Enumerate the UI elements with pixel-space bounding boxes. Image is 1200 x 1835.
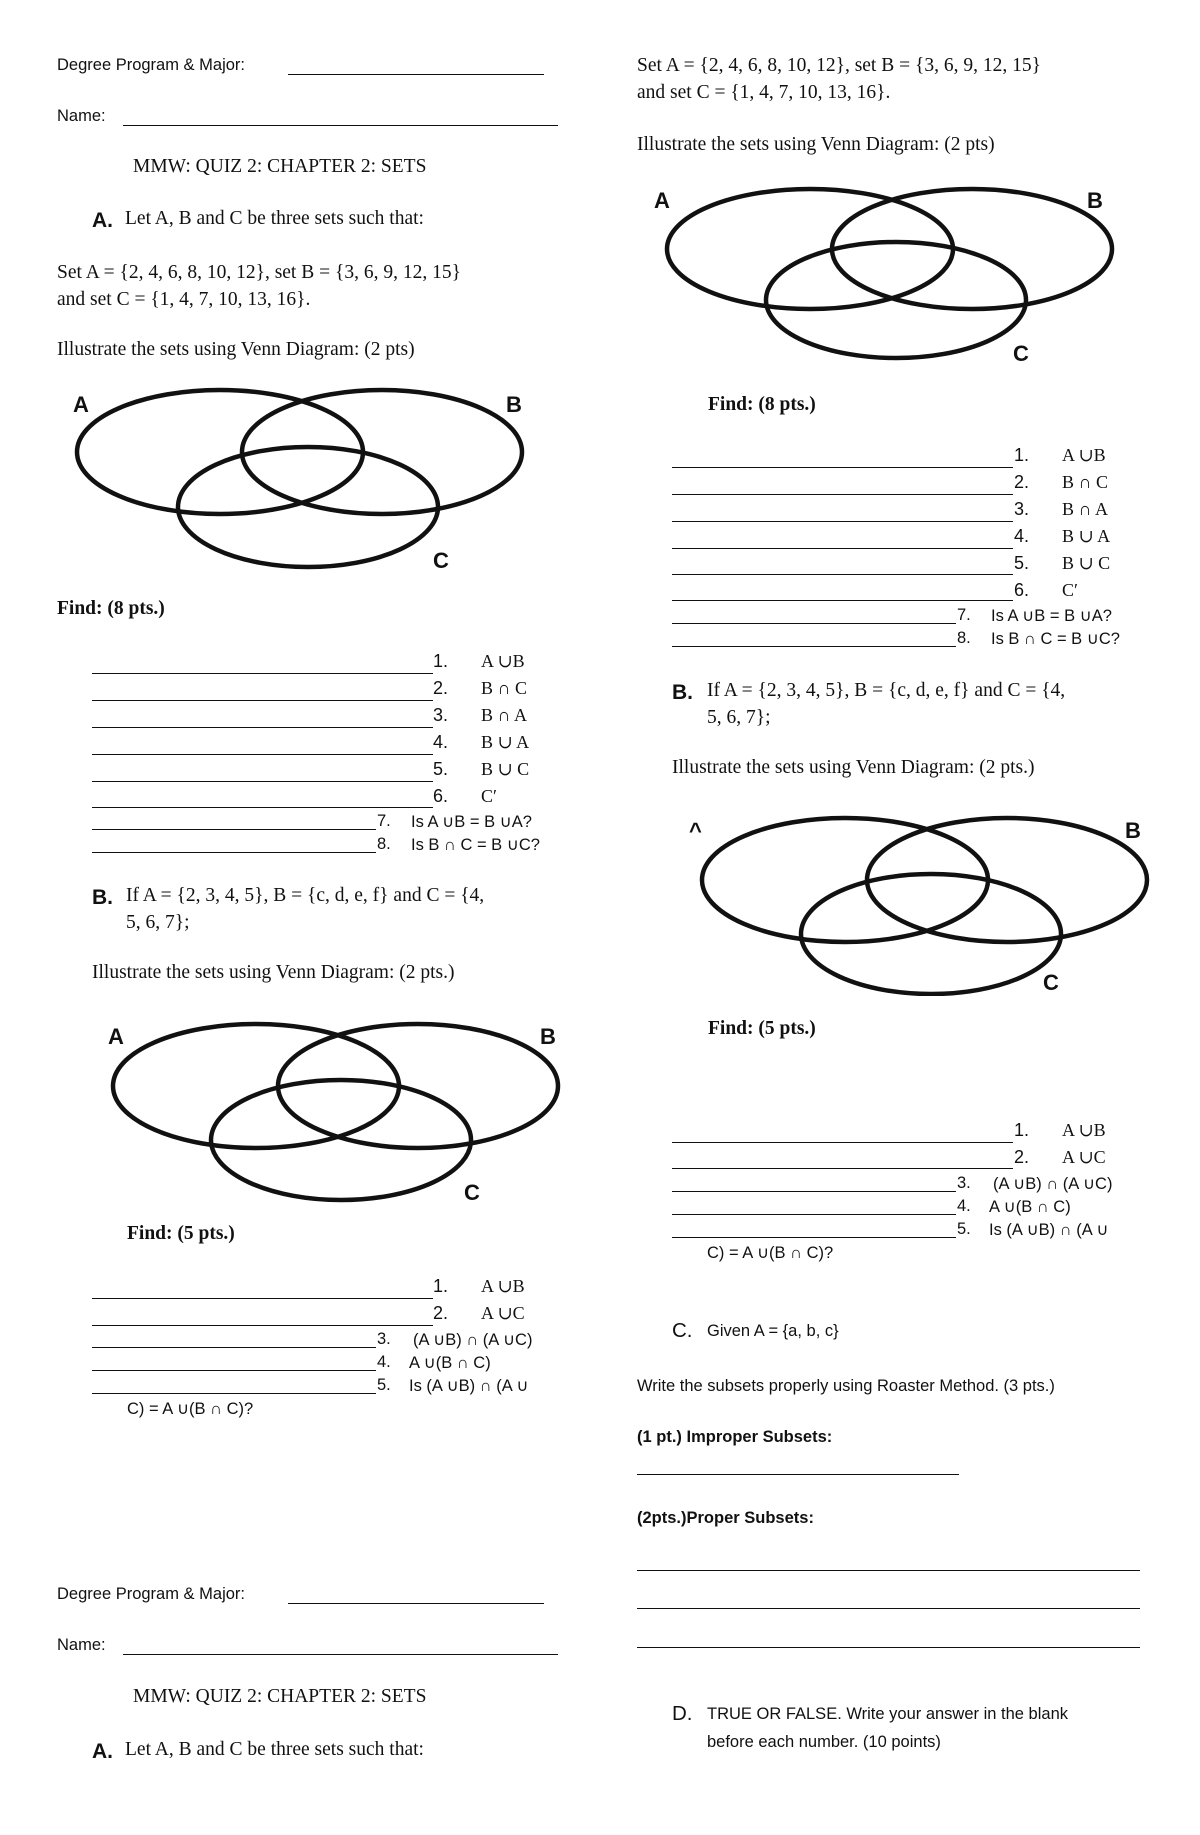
item-expression: A ∪C — [481, 1303, 525, 1323]
answer-blank[interactable] — [672, 574, 1013, 575]
answer-blank[interactable] — [672, 646, 956, 647]
item-expression: B ∩ A — [1062, 499, 1109, 519]
answer-blank[interactable] — [672, 600, 1013, 601]
item-number: 5. — [377, 1376, 391, 1394]
item-number: 7. — [377, 812, 391, 830]
venn-label-c: C — [1043, 970, 1059, 995]
venn-circle-b — [242, 390, 522, 514]
item-expression: B ∪ C — [1062, 553, 1111, 573]
answer-blank[interactable] — [92, 673, 433, 674]
section-a-letter: A. — [92, 209, 113, 232]
answer-blank[interactable] — [672, 467, 1013, 468]
name-label: Name: — [57, 107, 106, 125]
answer-blank[interactable] — [672, 1168, 1013, 1169]
answer-blank[interactable] — [672, 1191, 956, 1192]
section-a-find: Find: (8 pts.) — [708, 394, 816, 415]
section-a-sets-line2: and set C = {1, 4, 7, 10, 13, 16}. — [637, 82, 891, 103]
section-a-letter: A. — [92, 1740, 113, 1763]
section-b-line2: 5, 6, 7}; — [707, 707, 771, 728]
item-expression-continued: C) = A ∪(B ∩ C)? — [127, 1400, 254, 1418]
proper-subsets-blank[interactable] — [637, 1647, 1140, 1648]
section-a-sets-line1: Set A = {2, 4, 6, 8, 10, 12}, set B = {3, 6, 9, 12, 15} — [637, 55, 1041, 76]
answer-blank[interactable] — [92, 727, 433, 728]
venn-diagram-b — [685, 806, 1165, 996]
section-b-line1: If A = {2, 3, 4, 5}, B = {c, d, e, f} and C = {4, — [126, 885, 485, 906]
answer-blank[interactable] — [92, 1298, 433, 1299]
section-b-line1: If A = {2, 3, 4, 5}, B = {c, d, e, f} and C = {4, — [707, 680, 1066, 701]
item-number: 4. — [1014, 526, 1030, 546]
venn-circle-a — [667, 189, 953, 309]
venn-diagram-a — [60, 385, 540, 575]
improper-subsets-blank[interactable] — [637, 1474, 959, 1475]
section-d-line2: before each number. (10 points) — [707, 1733, 941, 1751]
item-expression: Is (A ∪B) ∩ (A ∪ — [409, 1377, 529, 1395]
venn-label-a: A — [654, 188, 670, 213]
item-expression: B ∩ C — [1062, 472, 1109, 492]
item-number: 4. — [377, 1353, 391, 1371]
section-a-illustrate: Illustrate the sets using Venn Diagram: (2 pts) — [637, 134, 995, 155]
proper-subsets-blank[interactable] — [637, 1570, 1140, 1571]
degree-program-label: Degree Program & Major: — [57, 1585, 245, 1603]
item-number: 3. — [957, 1174, 971, 1192]
item-expression: B ∪ C — [481, 759, 530, 779]
venn-label-a: ^ — [689, 818, 702, 843]
item-expression: Is (A ∪B) ∩ (A ∪ — [989, 1221, 1109, 1239]
improper-subsets-label: (1 pt.) Improper Subsets: — [637, 1428, 833, 1446]
item-number: 4. — [433, 732, 449, 752]
section-b-illustrate: Illustrate the sets using Venn Diagram: (2 pts.) — [92, 962, 455, 983]
degree-program-label: Degree Program & Major: — [57, 56, 245, 74]
section-d-line1: TRUE OR FALSE. Write your answer in the blank — [707, 1705, 1068, 1723]
item-expression: A ∪B — [481, 1276, 525, 1296]
degree-program-blank[interactable] — [288, 1603, 544, 1604]
item-expression: A ∪C — [1062, 1147, 1106, 1167]
answer-blank[interactable] — [672, 1142, 1013, 1143]
section-a-sets-line2: and set C = {1, 4, 7, 10, 13, 16}. — [57, 289, 311, 310]
item-expression: B ∪ A — [481, 732, 530, 752]
venn-circle-b — [278, 1024, 558, 1148]
item-expression: A ∪(B ∩ C) — [989, 1198, 1071, 1216]
item-expression: A ∪B — [1062, 445, 1106, 465]
section-b-line2: 5, 6, 7}; — [126, 912, 190, 933]
item-expression: B ∩ A — [481, 705, 528, 725]
item-expression: Is A ∪B = B ∪A? — [411, 813, 532, 831]
answer-blank[interactable] — [92, 781, 433, 782]
section-b-letter: B. — [92, 886, 113, 909]
section-c-instruction: Write the subsets properly using Roaster Method. (3 pts.) — [637, 1377, 1055, 1395]
venn-circle-a — [113, 1024, 399, 1148]
section-a-intro: Let A, B and C be three sets such that: — [125, 208, 424, 229]
answer-blank[interactable] — [92, 829, 376, 830]
venn-label-b: B — [540, 1024, 556, 1049]
venn-circle-a — [702, 818, 988, 942]
section-a-find: Find: (8 pts.) — [57, 598, 165, 619]
section-c-letter: C. — [672, 1319, 693, 1342]
item-expression: (A ∪B) ∩ (A ∪C) — [413, 1331, 533, 1349]
section-b-find: Find: (5 pts.) — [708, 1018, 816, 1039]
section-d-letter: D. — [672, 1702, 693, 1725]
venn-label-a: A — [108, 1024, 124, 1049]
item-expression: C′ — [481, 786, 497, 806]
item-expression: A ∪B — [481, 651, 525, 671]
answer-blank[interactable] — [92, 700, 433, 701]
answer-blank[interactable] — [92, 807, 433, 808]
venn-label-b: B — [1087, 188, 1103, 213]
item-number: 7. — [957, 606, 971, 624]
answer-blank[interactable] — [672, 1237, 956, 1238]
venn-diagram-b — [96, 1010, 576, 1205]
item-number: 5. — [1014, 553, 1030, 573]
item-number: 5. — [433, 759, 449, 779]
item-expression-continued: C) = A ∪(B ∩ C)? — [707, 1244, 834, 1262]
item-number: 1. — [433, 651, 449, 671]
item-number: 2. — [1014, 1147, 1030, 1167]
item-expression: A ∪(B ∩ C) — [409, 1354, 491, 1372]
item-number: 3. — [433, 705, 449, 725]
item-number: 1. — [1014, 445, 1030, 465]
venn-label-c: C — [1013, 341, 1029, 366]
item-number: 1. — [1014, 1120, 1030, 1140]
item-number: 3. — [377, 1330, 391, 1348]
answer-blank[interactable] — [672, 1214, 956, 1215]
venn-label-a: A — [73, 392, 89, 417]
answer-blank[interactable] — [672, 623, 956, 624]
answer-blank[interactable] — [92, 1325, 433, 1326]
name-blank[interactable] — [123, 1654, 558, 1655]
answer-blank[interactable] — [92, 852, 376, 853]
item-number: 8. — [957, 629, 971, 647]
answer-blank[interactable] — [92, 1347, 376, 1348]
item-number: 6. — [1014, 580, 1030, 600]
section-a-sets-line1: Set A = {2, 4, 6, 8, 10, 12}, set B = {3, 6, 9, 12, 15} — [57, 262, 461, 283]
answer-blank[interactable] — [672, 521, 1013, 522]
quiz-title: MMW: QUIZ 2: CHAPTER 2: SETS — [133, 156, 427, 177]
item-expression: Is A ∪B = B ∪A? — [991, 607, 1112, 625]
answer-blank[interactable] — [92, 754, 433, 755]
answer-blank[interactable] — [672, 548, 1013, 549]
item-expression: B ∩ C — [481, 678, 528, 698]
venn-label-c: C — [433, 548, 449, 573]
name-blank[interactable] — [123, 125, 558, 126]
section-a-intro: Let A, B and C be three sets such that: — [125, 1739, 424, 1760]
proper-subsets-label: (2pts.)Proper Subsets: — [637, 1509, 814, 1527]
item-expression: (A ∪B) ∩ (A ∪C) — [993, 1175, 1113, 1193]
item-expression: A ∪B — [1062, 1120, 1106, 1140]
venn-circle-a — [77, 390, 363, 514]
item-number: 6. — [433, 786, 449, 806]
venn-circle-b — [867, 818, 1147, 942]
item-expression: Is B ∩ C = B ∪C? — [411, 836, 540, 854]
section-b-letter: B. — [672, 681, 693, 704]
section-b-illustrate: Illustrate the sets using Venn Diagram: (2 pts.) — [672, 757, 1035, 778]
venn-label-c: C — [464, 1180, 480, 1205]
venn-diagram-a — [650, 183, 1130, 368]
item-expression: C′ — [1062, 580, 1078, 600]
degree-program-blank[interactable] — [288, 74, 544, 75]
item-expression: B ∪ A — [1062, 526, 1111, 546]
section-c-given: Given A = {a, b, c} — [707, 1322, 839, 1340]
item-number: 8. — [377, 835, 391, 853]
section-b-find: Find: (5 pts.) — [127, 1223, 235, 1244]
item-expression: Is B ∩ C = B ∪C? — [991, 630, 1120, 648]
item-number: 2. — [433, 1303, 449, 1323]
proper-subsets-blank[interactable] — [637, 1608, 1140, 1609]
answer-blank[interactable] — [92, 1370, 376, 1371]
item-number: 1. — [433, 1276, 449, 1296]
name-label: Name: — [57, 1636, 106, 1654]
item-number: 2. — [1014, 472, 1030, 492]
venn-label-b: B — [506, 392, 522, 417]
venn-circle-b — [832, 189, 1112, 309]
answer-blank[interactable] — [672, 494, 1013, 495]
venn-label-b: B — [1125, 818, 1141, 843]
item-number: 2. — [433, 678, 449, 698]
item-number: 3. — [1014, 499, 1030, 519]
section-a-illustrate: Illustrate the sets using Venn Diagram: (2 pts) — [57, 339, 415, 360]
item-number: 5. — [957, 1220, 971, 1238]
quiz-title: MMW: QUIZ 2: CHAPTER 2: SETS — [133, 1686, 427, 1707]
answer-blank[interactable] — [92, 1393, 376, 1394]
item-number: 4. — [957, 1197, 971, 1215]
